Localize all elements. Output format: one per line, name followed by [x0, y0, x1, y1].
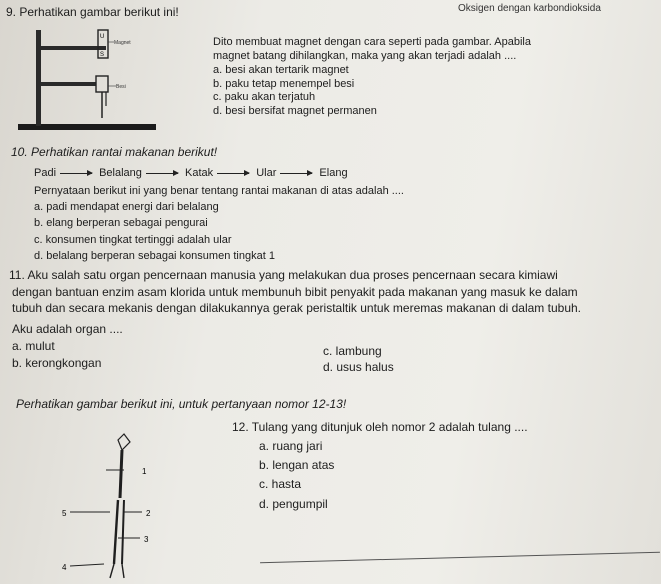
q12-stem: 12. Tulang yang ditunjuk oleh nomor 2 adalah tulang .... — [232, 420, 528, 434]
chain-item-ular: Ular — [256, 167, 277, 179]
q12-option-d[interactable]: d. pengumpil — [259, 497, 328, 511]
q11-line4: Aku adalah organ .... — [12, 322, 123, 336]
figure-label-4: 4 — [62, 563, 67, 572]
q12-13-intro: Perhatikan gambar berikut ini, untuk pertanyaan nomor 12-13! — [16, 397, 347, 411]
chain-item-katak: Katak — [184, 167, 214, 179]
q10-title: 10. Perhatikan rantai makanan berikut! — [11, 145, 218, 159]
q12-option-b[interactable]: b. lengan atas — [259, 458, 335, 472]
pole-s-label: S — [100, 52, 105, 58]
q11-option-a[interactable]: a. mulut — [12, 339, 55, 353]
figure-label-2: 2 — [146, 509, 151, 518]
q9-option-d[interactable]: d. besi bersifat magnet permanen — [213, 105, 377, 117]
q10-option-c[interactable]: c. konsumen tingkat tertinggi adalah ular — [34, 234, 232, 246]
q11-line3: tubuh dan secara mekanis dengan dilakukannya gerak peristaltik untuk meremas makanan di dalam tubuh. — [12, 301, 582, 315]
magnet-label: Magnet — [114, 40, 131, 46]
q9-stem-line1: Dito membuat magnet dengan cara seperti pada gambar. Apabila — [213, 36, 531, 48]
q11-line2: dengan bantuan enzim asam klorida untuk membunuh bibit penyakit pada makanan yang masuk ke dalam — [12, 285, 578, 299]
chain-item-elang: Elang — [319, 167, 348, 179]
arrow-icon — [146, 173, 178, 174]
arm-bones-figure — [52, 428, 192, 580]
chain-item-padi: Padi — [34, 167, 57, 179]
q10-option-b[interactable]: b. elang berperan sebagai pengurai — [34, 217, 208, 229]
figure-label-5: 5 — [62, 509, 67, 518]
q10-option-d[interactable]: d. belalang berperan sebagai konsumen tingkat 1 — [34, 250, 275, 262]
q11-line1: 11. Aku salah satu organ pencernaan manusia yang melakukan dua proses pencernaan secara kimiawi — [9, 268, 558, 282]
q11-option-c[interactable]: c. lambung — [323, 344, 382, 358]
iron-label: Besi — [116, 84, 126, 90]
q9-option-a[interactable]: a. besi akan tertarik magnet — [213, 64, 349, 76]
q9-title: 9. Perhatikan gambar berikut ini! — [6, 5, 179, 19]
q12-option-a[interactable]: a. ruang jari — [259, 439, 323, 453]
figure-label-1: 1 — [142, 467, 147, 476]
q10-stem: Pernyataan berikut ini yang benar tentang rantai makanan di atas adalah .... — [34, 185, 404, 197]
figure-label-3: 3 — [144, 535, 149, 544]
divider-line — [260, 552, 660, 563]
q11-option-d[interactable]: d. usus halus — [323, 360, 394, 374]
q9-stem-line2: magnet batang dihilangkan, maka yang akan terjadi adalah .... — [213, 50, 517, 62]
arrow-icon — [280, 173, 312, 174]
q9-option-c[interactable]: c. paku akan terjatuh — [213, 91, 316, 103]
pole-u-label: U — [100, 34, 105, 40]
q12-option-c[interactable]: c. hasta — [259, 477, 302, 491]
arrow-icon — [60, 173, 92, 174]
chain-item-belalang: Belalang — [99, 167, 142, 179]
magnet-experiment-figure — [18, 26, 208, 134]
arrow-icon — [217, 173, 249, 174]
q11-option-b[interactable]: b. kerongkongan — [12, 356, 102, 370]
header-fragment: Oksigen dengan karbondioksida — [458, 3, 601, 14]
food-chain — [34, 167, 348, 180]
q10-option-a[interactable]: a. padi mendapat energi dari belalang — [34, 201, 219, 213]
q9-option-b[interactable]: b. paku tetap menempel besi — [213, 78, 355, 90]
